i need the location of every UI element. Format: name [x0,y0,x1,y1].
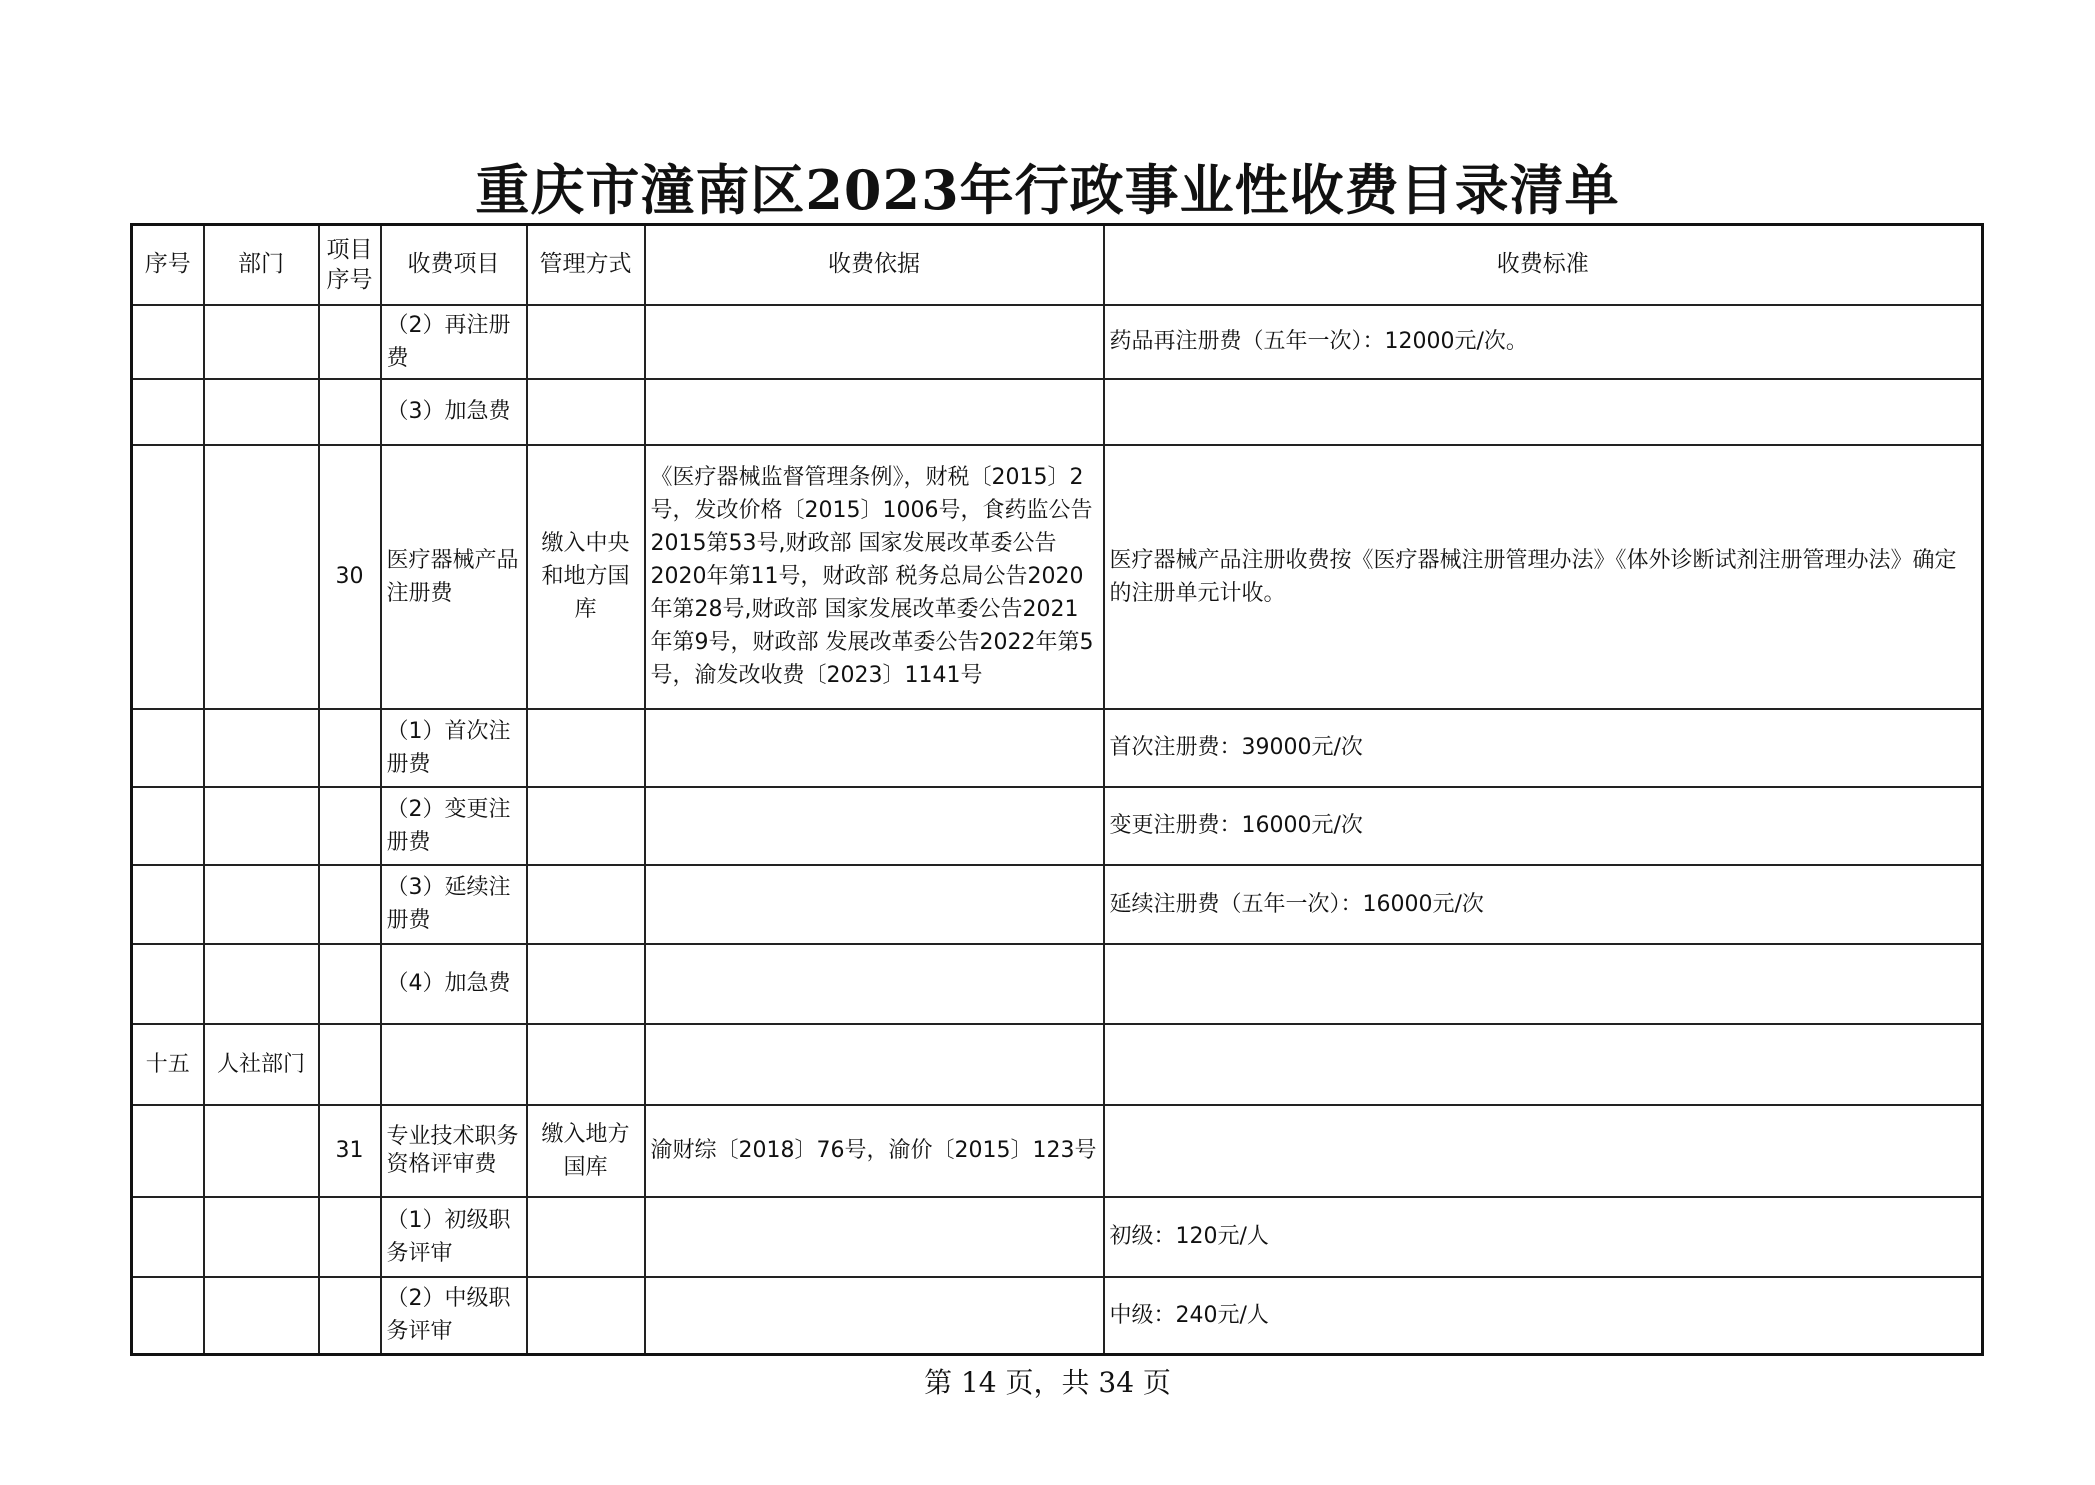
header-basis: 收费依据 [645,225,1104,305]
cell-mgmt [527,1277,645,1355]
cell-basis [645,787,1104,865]
cell-basis [645,305,1104,379]
cell-seq: 十五 [132,1024,204,1105]
cell-standard [1104,379,1983,445]
cell-mgmt [527,1197,645,1277]
cell-seq [132,1277,204,1355]
table-row [132,1024,1983,1105]
cell-standard: 延续注册费（五年一次）：16000元/次 [1104,865,1983,944]
cell-dept [204,787,319,865]
cell-mgmt [527,787,645,865]
cell-item-no [319,1277,381,1355]
cell-seq [132,305,204,379]
cell-standard [1104,944,1983,1024]
page-number: 第 14 页，共 34 页 [924,1366,1171,1399]
cell-dept [204,1277,319,1355]
cell-mgmt [527,379,645,445]
cell-dept [204,1105,319,1197]
cell-item-no [319,709,381,787]
cell-mgmt [527,1024,645,1105]
cell-mgmt [527,305,645,379]
cell-basis [645,1197,1104,1277]
cell-dept [204,379,319,445]
cell-mgmt [527,944,645,1024]
cell-basis [645,865,1104,944]
cell-item-no [319,944,381,1024]
cell-dept [204,944,319,1024]
cell-standard: 首次注册费：39000元/次 [1104,709,1983,787]
cell-item-no [319,1024,381,1105]
header-item-no: 项目序号 [319,225,381,305]
cell-mgmt: 缴入中央和地方国库 [527,445,645,709]
page-title: 重庆市潼南区2023年行政事业性收费目录清单 [475,158,1620,222]
table-row [132,709,1983,787]
cell-standard: 中级：240元/人 [1104,1277,1983,1355]
table-row [132,1277,1983,1355]
cell-dept [204,865,319,944]
table-row [132,787,1983,865]
cell-standard [1104,1024,1983,1105]
cell-standard: 医疗器械产品注册收费按《医疗器械注册管理办法》《体外诊断试剂注册管理办法》确定的注册单元计收。 [1104,445,1983,709]
cell-item: （1）首次注册费 [381,709,527,787]
cell-item: （1）初级职务评审 [381,1197,527,1277]
cell-seq [132,944,204,1024]
cell-basis [645,709,1104,787]
cell-item [381,1024,527,1105]
cell-basis [645,379,1104,445]
table-row [132,445,1983,709]
cell-item: （2）变更注册费 [381,787,527,865]
cell-basis [645,1024,1104,1105]
cell-mgmt [527,709,645,787]
header-mgmt: 管理方式 [527,225,645,305]
cell-item: 专业技术职务资格评审费 [381,1105,527,1197]
table-row [132,865,1983,944]
cell-standard: 药品再注册费（五年一次）：12000元/次。 [1104,305,1983,379]
header-item: 收费项目 [381,225,527,305]
cell-basis [645,1277,1104,1355]
table-row [132,305,1983,379]
cell-item-no [319,865,381,944]
cell-item-no: 30 [319,445,381,709]
cell-item: （4）加急费 [381,944,527,1024]
fee-table [130,223,1984,1356]
cell-seq [132,1105,204,1197]
cell-dept: 人社部门 [204,1024,319,1105]
cell-seq [132,787,204,865]
cell-seq [132,445,204,709]
cell-item-no [319,1197,381,1277]
table-row [132,1105,1983,1197]
cell-dept [204,445,319,709]
header-dept: 部门 [204,225,319,305]
cell-item-no [319,379,381,445]
cell-seq [132,1197,204,1277]
cell-basis [645,944,1104,1024]
cell-item: （2）再注册费 [381,305,527,379]
cell-item-no: 31 [319,1105,381,1197]
cell-item: 医疗器械产品注册费 [381,445,527,709]
cell-mgmt [527,865,645,944]
cell-dept [204,1197,319,1277]
cell-dept [204,305,319,379]
cell-standard: 变更注册费：16000元/次 [1104,787,1983,865]
cell-standard [1104,1105,1983,1197]
cell-item: （3）延续注册费 [381,865,527,944]
header-seq: 序号 [132,225,204,305]
cell-dept [204,709,319,787]
cell-item-no [319,787,381,865]
cell-item: （2）中级职务评审 [381,1277,527,1355]
table-header-row [132,225,1983,305]
cell-seq [132,379,204,445]
cell-seq [132,865,204,944]
cell-basis: 《医疗器械监督管理条例》，财税〔2015〕2号，发改价格〔2015〕1006号，食药监公告2015第53号,财政部 国家发展改革委公告2020年第11号，财政部 税务总局公告2020年第28号,财政部 国家发展改革委公告2021年第9号，财政部 发展改革委公告2022年第5号，渝发改收费〔2023〕1141号 [645,445,1104,709]
cell-mgmt: 缴入地方国库 [527,1105,645,1197]
header-standard: 收费标准 [1104,225,1983,305]
table-row [132,1197,1983,1277]
cell-basis: 渝财综〔2018〕76号，渝价〔2015〕123号 [645,1105,1104,1197]
cell-seq [132,709,204,787]
cell-standard: 初级：120元/人 [1104,1197,1983,1277]
cell-item: （3）加急费 [381,379,527,445]
table-row [132,944,1983,1024]
cell-item-no [319,305,381,379]
table-row [132,379,1983,445]
